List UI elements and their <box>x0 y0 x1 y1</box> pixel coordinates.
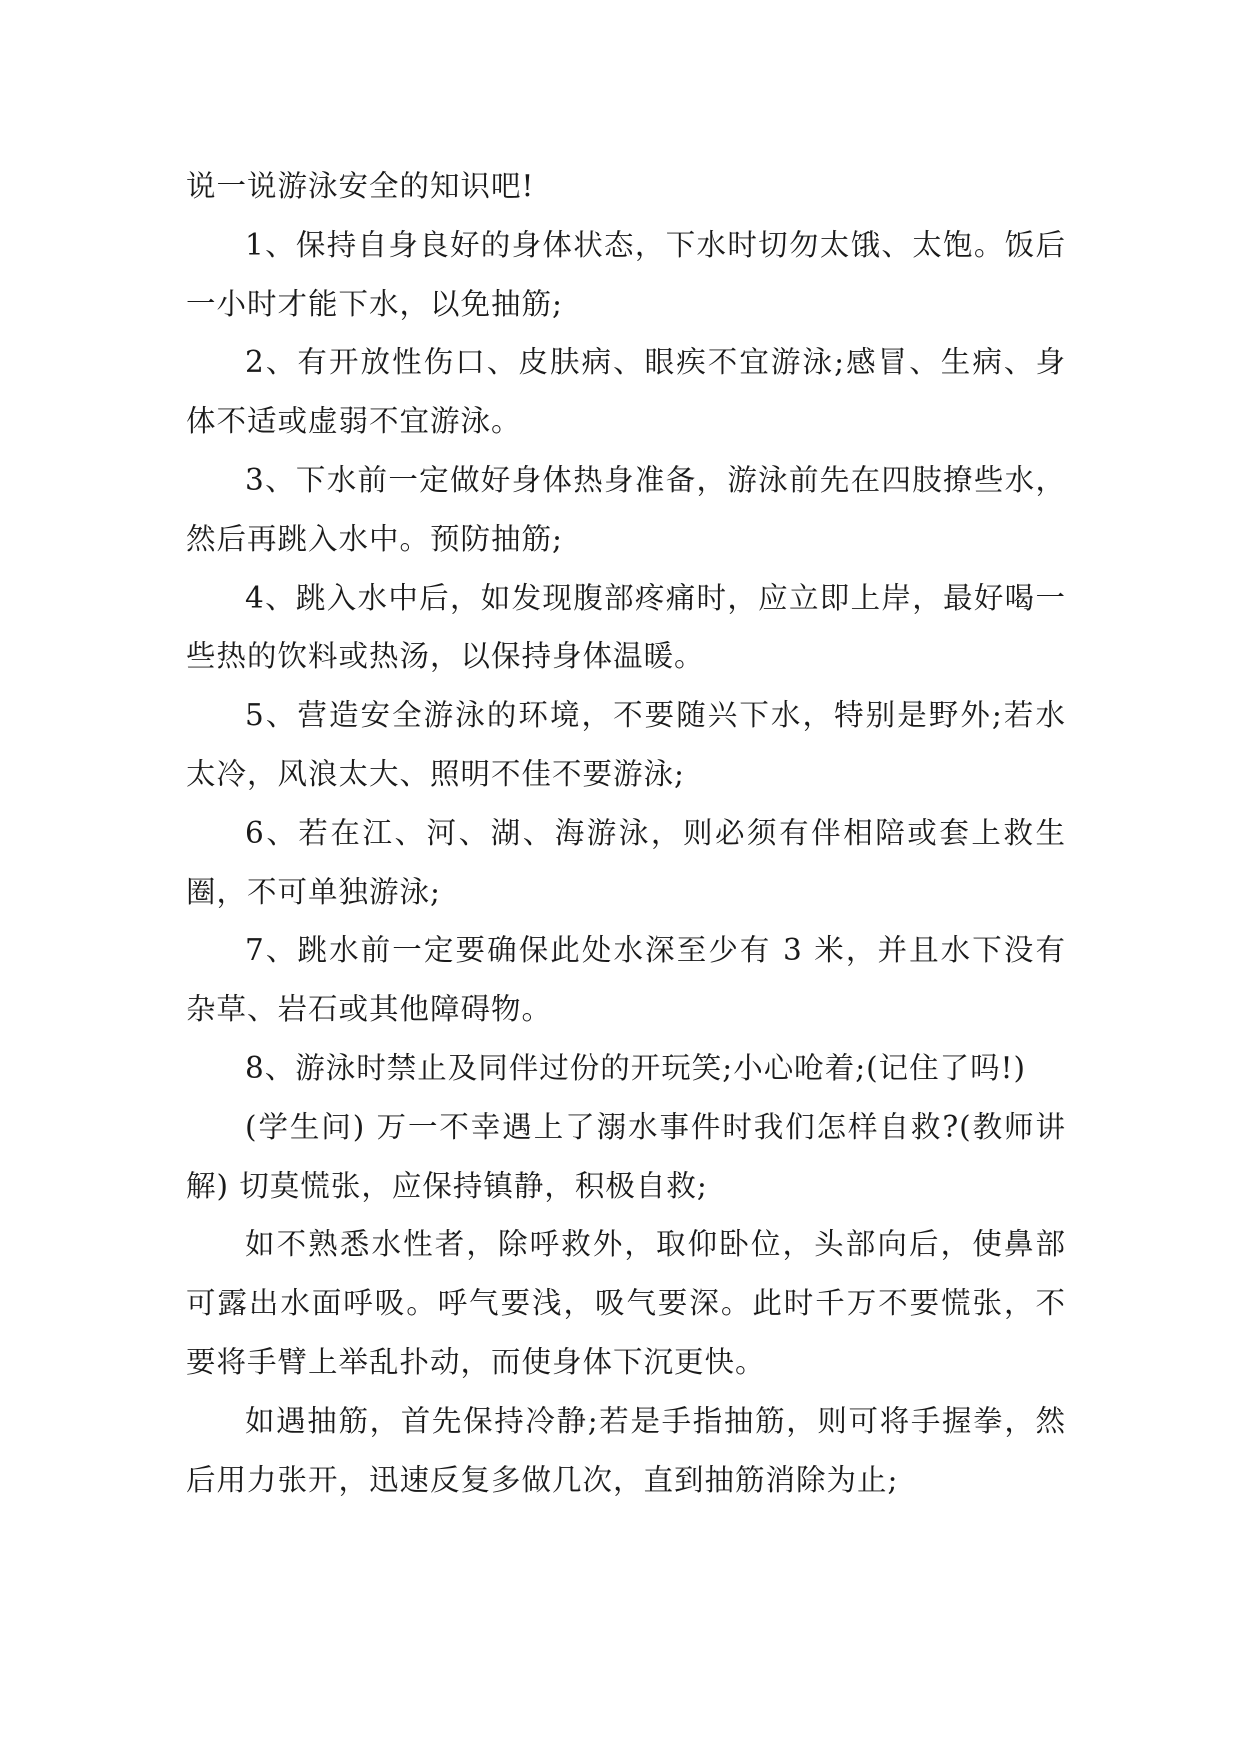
paragraph-item-1: 1、保持自身良好的身体状态，下水时切勿太饿、太饱。饭后一小时才能下水，以免抽筋; <box>186 227 1066 321</box>
paragraph-item-8: 8、游泳时禁止及同伴过份的开玩笑;小心呛着;(记住了吗!) <box>245 1050 1027 1085</box>
paragraph-item-3: 3、下水前一定做好身体热身准备，游泳前先在四肢撩些水，然后再跳入水中。预防抽筋; <box>186 462 1066 556</box>
paragraph-item-4: 4、跳入水中后，如发现腹部疼痛时，应立即上岸，最好喝一些热的饮料或热汤，以保持身体温暖。 <box>186 580 1066 674</box>
paragraph-cramp: 如遇抽筋，首先保持冷静;若是手指抽筋，则可将手握拳，然后用力张开，迅速反复多做几次，直到抽筋消除为止; <box>186 1403 1066 1497</box>
paragraph-item-6: 6、若在江、河、湖、海游泳，则必须有伴相陪或套上救生圈，不可单独游泳; <box>186 815 1066 909</box>
paragraph-item-2: 2、有开放性伤口、皮肤病、眼疾不宜游泳;感冒、生病、身体不适或虚弱不宜游泳。 <box>186 345 1066 439</box>
paragraph-self-rescue: 如不熟悉水性者，除呼救外，取仰卧位，头部向后，使鼻部可露出水面呼吸。呼气要浅，吸气要深。此时千万不要慌张，不要将手臂上举乱扑动，而使身体下沉更快。 <box>186 1227 1066 1379</box>
paragraph-item-5: 5、营造安全游泳的环境，不要随兴下水，特别是野外;若水太冷，风浪太大、照明不佳不要游泳; <box>186 698 1066 791</box>
paragraph-item-7: 7、跳水前一定要确保此处水深至少有 3 米，并且水下没有杂草、岩石或其他障碍物。 <box>186 933 1066 1027</box>
paragraph-question: (学生问) 万一不幸遇上了溺水事件时我们怎样自救?(教师讲解) 切莫慌张，应保持镇静，积极自救; <box>186 1109 1066 1203</box>
document-body <box>186 157 1066 1509</box>
paragraph-intro: 说一说游泳安全的知识吧! <box>186 169 535 203</box>
